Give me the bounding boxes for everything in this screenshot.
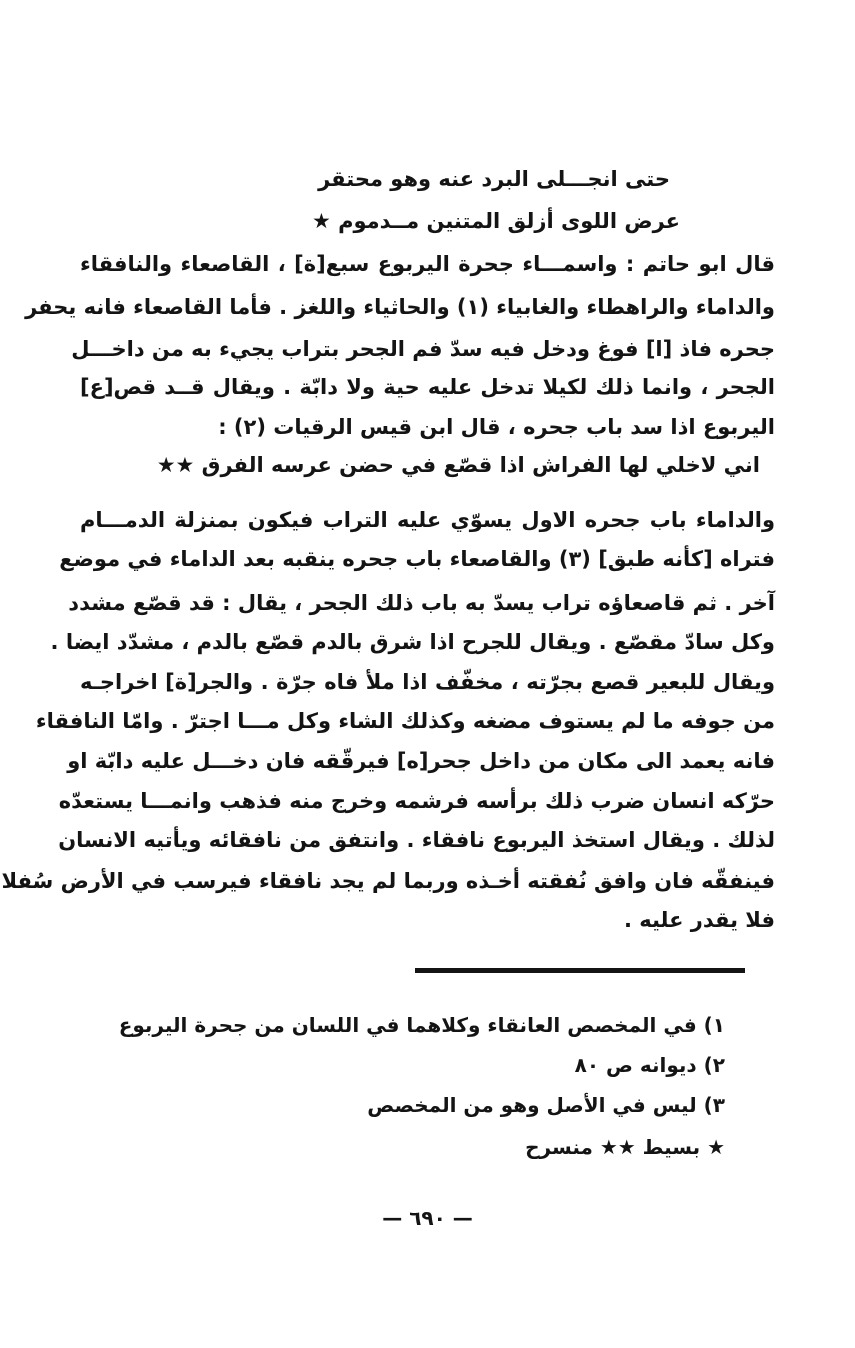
- paragraph2-line: ويقال للبعير قصع بجرّته ، مخفّف اذا ملأ فاه جرّة . والجر[ة] اخراجـه: [80, 670, 775, 694]
- page-number: — ٦٩٠ —: [382, 1206, 473, 1230]
- verse-line-1: حتى انجـــلى البرد عنه وهو محتقر: [318, 167, 670, 191]
- paragraph2-line: فتراه [كأنه طبق] (٣) والقاصعاء باب جحره ينقبه بعد الداماء في موضع: [59, 547, 775, 571]
- paragraph2-line: لذلك . ويقال استخذ اليربوع نافقاء . وانتفق من نافقائه ويأتيه الانسان: [58, 828, 775, 852]
- paragraph2-line: فانه يعمد الى مكان من داخل جحر[ه] فيرقّقه فان دخـــل عليه دابّة او: [67, 749, 775, 773]
- verse-line-2: عرض اللوى أزلق المتنين مــدموم ★: [311, 209, 680, 233]
- footnote-2: ٢) ديوانه ص ٨٠: [574, 1053, 725, 1077]
- paragraph2-line: فلا يقدر عليه .: [623, 908, 775, 932]
- paragraph1-line: الجحر ، وانما ذلك لكيلا تدخل عليه حية ولا دابّة . ويقال قــد قص[ع]: [80, 375, 775, 399]
- paragraph1-line: جحره فاذ [ا] فوغ ودخل فيه سدّ فم الجحر بتراب يجيء به من داخـــل: [71, 337, 775, 361]
- paragraph2-line: وكل سادّ مقصّع . ويقال للجرح اذا شرق بالدم قصّع بالدم ، مشدّد ايضا .: [50, 630, 775, 654]
- paragraph2-line: فينفقّه فان وافق نُفقته أخـذه وربما لم يجد نافقاء فيرسب في الأرض سُفلا: [1, 869, 775, 893]
- verse-line-3: اني لاخلي لها الفراش اذا قصّع في حضن عرسه الفرق ★★: [156, 453, 760, 477]
- footnote-1: ١) في المخصص العانقاء وكلاهما في اللسان من جحرة اليربوع: [118, 1013, 725, 1037]
- paragraph2-line: آخر . ثم قاصعاؤه تراب يسدّ به باب ذلك الجحر ، يقال : قد قصّع مشدد: [68, 591, 775, 615]
- paragraph2-line: حرّكه انسان ضرب ذلك برأسه فرشمه وخرج منه فذهب وانمـــا يستعدّه: [58, 789, 775, 813]
- paragraph1-line: اليربوع اذا سد باب جحره ، قال ابن قيس الرقيات (٢) :: [218, 415, 775, 439]
- meter-note: ★ بسيط ★★ منسرح: [525, 1135, 725, 1159]
- footnote-separator: [415, 968, 745, 973]
- paragraph2-line: من جوفه ما لم يستوف مضغه وكذلك الشاء وكل مـــا اجترّ . وامّا النافقاء: [35, 709, 775, 733]
- paragraph2-line: والداماء باب جحره الاول يسوّي عليه التراب فيكون بمنزلة الدمـــام: [80, 508, 775, 532]
- paragraph1-line: قال ابو حاتم : واسمـــاء جحرة اليربوع سبع[ة] ، القاصعاء والنافقاء: [80, 252, 775, 276]
- footnote-3: ٣) ليس في الأصل وهو من المخصص: [367, 1093, 725, 1117]
- paragraph1-line: والداماء والراهطاء والغابياء (١) والحاثياء واللغز . فأما القاصعاء فانه يحفر: [25, 295, 775, 319]
